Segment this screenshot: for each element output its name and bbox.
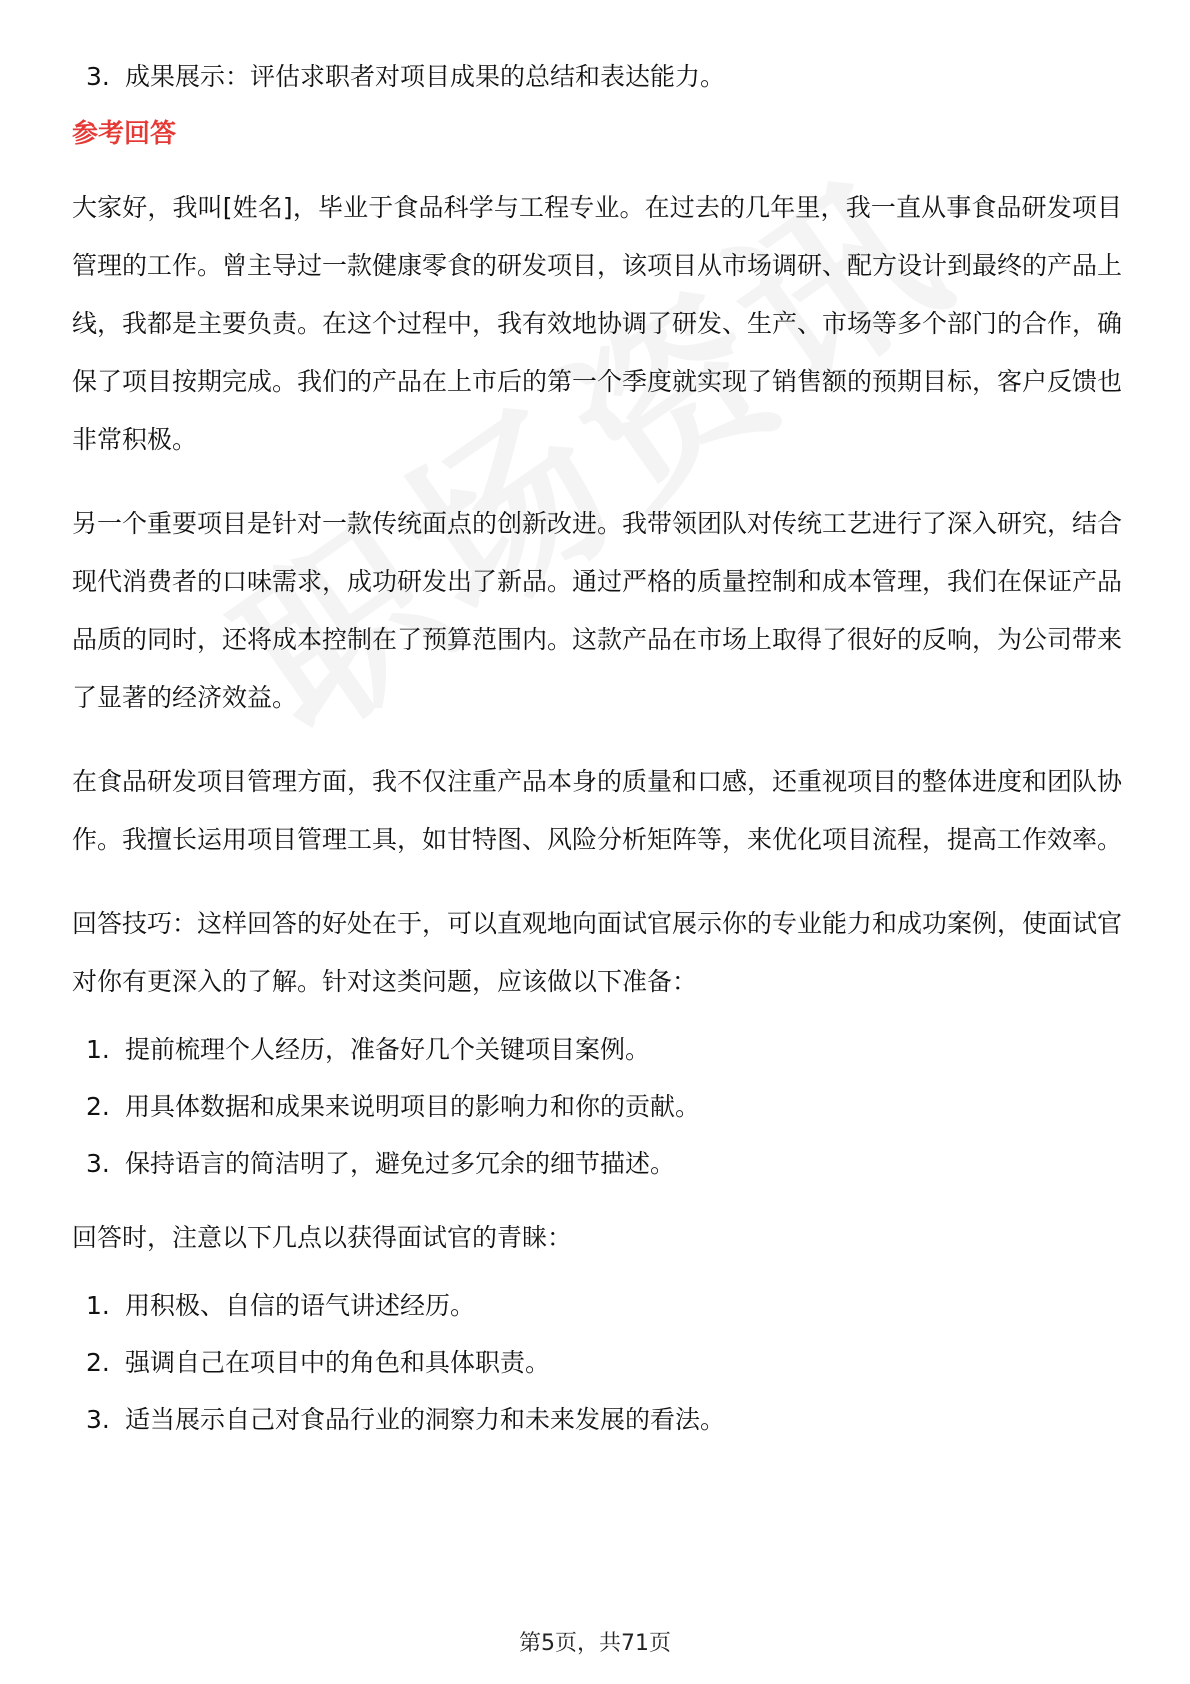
list-item-number: 3. (86, 1405, 110, 1434)
list-item-number: 3. (86, 62, 110, 91)
list-item (72, 1344, 1122, 1382)
page-number-footer: 第5页，共71页 (519, 1631, 671, 1656)
tips-list (72, 1031, 1122, 1183)
list-item-number: 3. (86, 1149, 110, 1178)
answer-paragraph-2: 另一个重要项目是针对一款传统面点的创新改进。我带领团队对传统工艺进行了深入研究，结合现代消费者的口味需求，成功研发出了新品。通过严格的质量控制和成本管理，我们在保证产品品质的同时，还将成本控制在了预算范围内。这款产品在市场上取得了很好的反响，为公司带来了显著的经济效益。 (72, 509, 1123, 712)
list-item-number: 1. (86, 1035, 110, 1064)
list-item-text: 保持语言的简洁明了，避免过多冗余的细节描述。 (125, 1149, 676, 1178)
notes-list (72, 1287, 1122, 1439)
page-content (72, 58, 1122, 1465)
list-item (72, 1088, 1122, 1126)
list-item-number: 1. (86, 1291, 110, 1320)
list-item (72, 1401, 1122, 1439)
list-item-number: 2. (86, 1348, 110, 1377)
list-item-number: 2. (86, 1092, 110, 1121)
list-item (72, 58, 1122, 96)
list-item-text: 适当展示自己对食品行业的洞察力和未来发展的看法。 (125, 1405, 726, 1434)
list-item-text: 提前梳理个人经历，准备好几个关键项目案例。 (125, 1035, 651, 1064)
answer-paragraph-3: 在食品研发项目管理方面，我不仅注重产品本身的质量和口感，还重视项目的整体进度和团队协作。我擅长运用项目管理工具，如甘特图、风险分析矩阵等，来优化项目流程，提高工作效率。 (72, 767, 1123, 854)
list-item (72, 1145, 1122, 1183)
tips-intro: 回答技巧：这样回答的好处在于，可以直观地向面试官展示你的专业能力和成功案例，使面试官对你有更深入的了解。针对这类问题，应该做以下准备： (72, 909, 1123, 996)
list-item-text: 成果展示：评估求职者对项目成果的总结和表达能力。 (125, 62, 726, 91)
list-item (72, 1031, 1122, 1069)
list-item-text: 用积极、自信的语气讲述经历。 (125, 1291, 476, 1320)
list-item (72, 1287, 1122, 1325)
list-item-text: 强调自己在项目中的角色和具体职责。 (125, 1348, 551, 1377)
notes-intro: 回答时，注意以下几点以获得面试官的青睐： (72, 1223, 573, 1252)
list-item-text: 用具体数据和成果来说明项目的影响力和你的贡献。 (125, 1092, 701, 1121)
answer-paragraph-1: 大家好，我叫[姓名]，毕业于食品科学与工程专业。在过去的几年里，我一直从事食品研发项目管理的工作。曾主导过一款健康零食的研发项目，该项目从市场调研、配方设计到最终的产品上线，我都是主要负责。在这个过程中，我有效地协调了研发、生产、市场等多个部门的合作，确保了项目按期完成。我们的产品在上市后的第一个季度就实现了销售额的预期目标，客户反馈也非常积极。 (72, 193, 1123, 454)
top-list (72, 58, 1122, 96)
reference-answer-heading: 参考回答 (72, 119, 177, 149)
